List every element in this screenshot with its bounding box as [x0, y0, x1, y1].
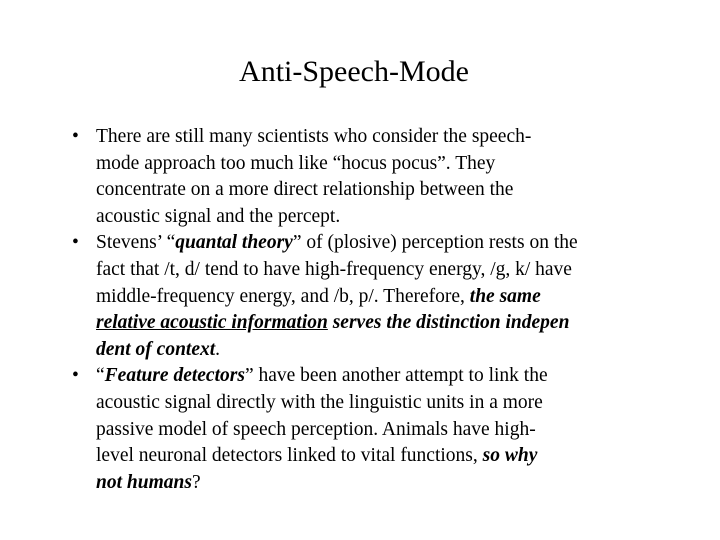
bullet-text-line	[96, 310, 692, 337]
text-run: Stevens’ “	[96, 232, 176, 254]
emphasis-feature-detectors: Feature detectors	[104, 365, 245, 387]
text-run: ” of (plosive) perception rests on the	[292, 232, 578, 254]
bullet-text-line	[96, 363, 692, 390]
emphasis-serves-distinction: serves the distinction indepen	[327, 312, 570, 334]
text-run: middle-frequency energy, and /b, p/. Therefore,	[96, 285, 470, 307]
bullet-text-line: acoustic signal and the percept.	[96, 205, 341, 227]
emphasis-dent-of-context: dent of context	[96, 338, 216, 360]
slide-title: Anti-Speech-Mode	[239, 55, 469, 88]
bullet-item	[72, 124, 692, 230]
emphasis-quantal-theory: quantal theory	[175, 232, 293, 254]
emphasis-the-same: the same	[469, 285, 541, 307]
bullet-item	[72, 363, 692, 496]
bullet-text-line	[96, 337, 692, 364]
bullet-text-line: concentrate on a more direct relationship between the	[96, 179, 514, 201]
text-run: ?	[191, 471, 201, 493]
bullet-text-line	[96, 470, 692, 497]
text-run: level neuronal detectors linked to vital functions,	[96, 445, 483, 467]
bullet-text-line: passive model of speech perception. Animals have high-	[96, 418, 536, 440]
emphasis-relative-acoustic-information: relative acoustic information	[96, 312, 328, 334]
bullet-text-line: fact that /t, d/ tend to have high-frequency energy, /g, k/ have	[96, 258, 572, 280]
text-run: .	[215, 338, 221, 360]
bullet-text-line: mode approach too much like “hocus pocus”. They	[96, 152, 496, 174]
text-run: ” have been another attempt to link the	[244, 365, 548, 387]
emphasis-not-humans: not humans	[96, 471, 192, 493]
emphasis-so-why: so why	[482, 445, 538, 467]
bullet-marker: •	[72, 126, 79, 147]
bullet-text-line	[96, 284, 692, 311]
text-run: “	[96, 365, 105, 387]
bullet-text-line	[96, 443, 692, 470]
bullet-list	[72, 124, 692, 496]
bullet-text-line: There are still many scientists who consider the speech-	[96, 126, 532, 147]
bullet-marker: •	[72, 365, 79, 387]
bullet-text-line: acoustic signal directly with the linguistic units in a more	[96, 391, 543, 413]
bullet-item	[72, 230, 692, 363]
bullet-marker: •	[72, 232, 79, 254]
bullet-text-line	[96, 230, 692, 257]
